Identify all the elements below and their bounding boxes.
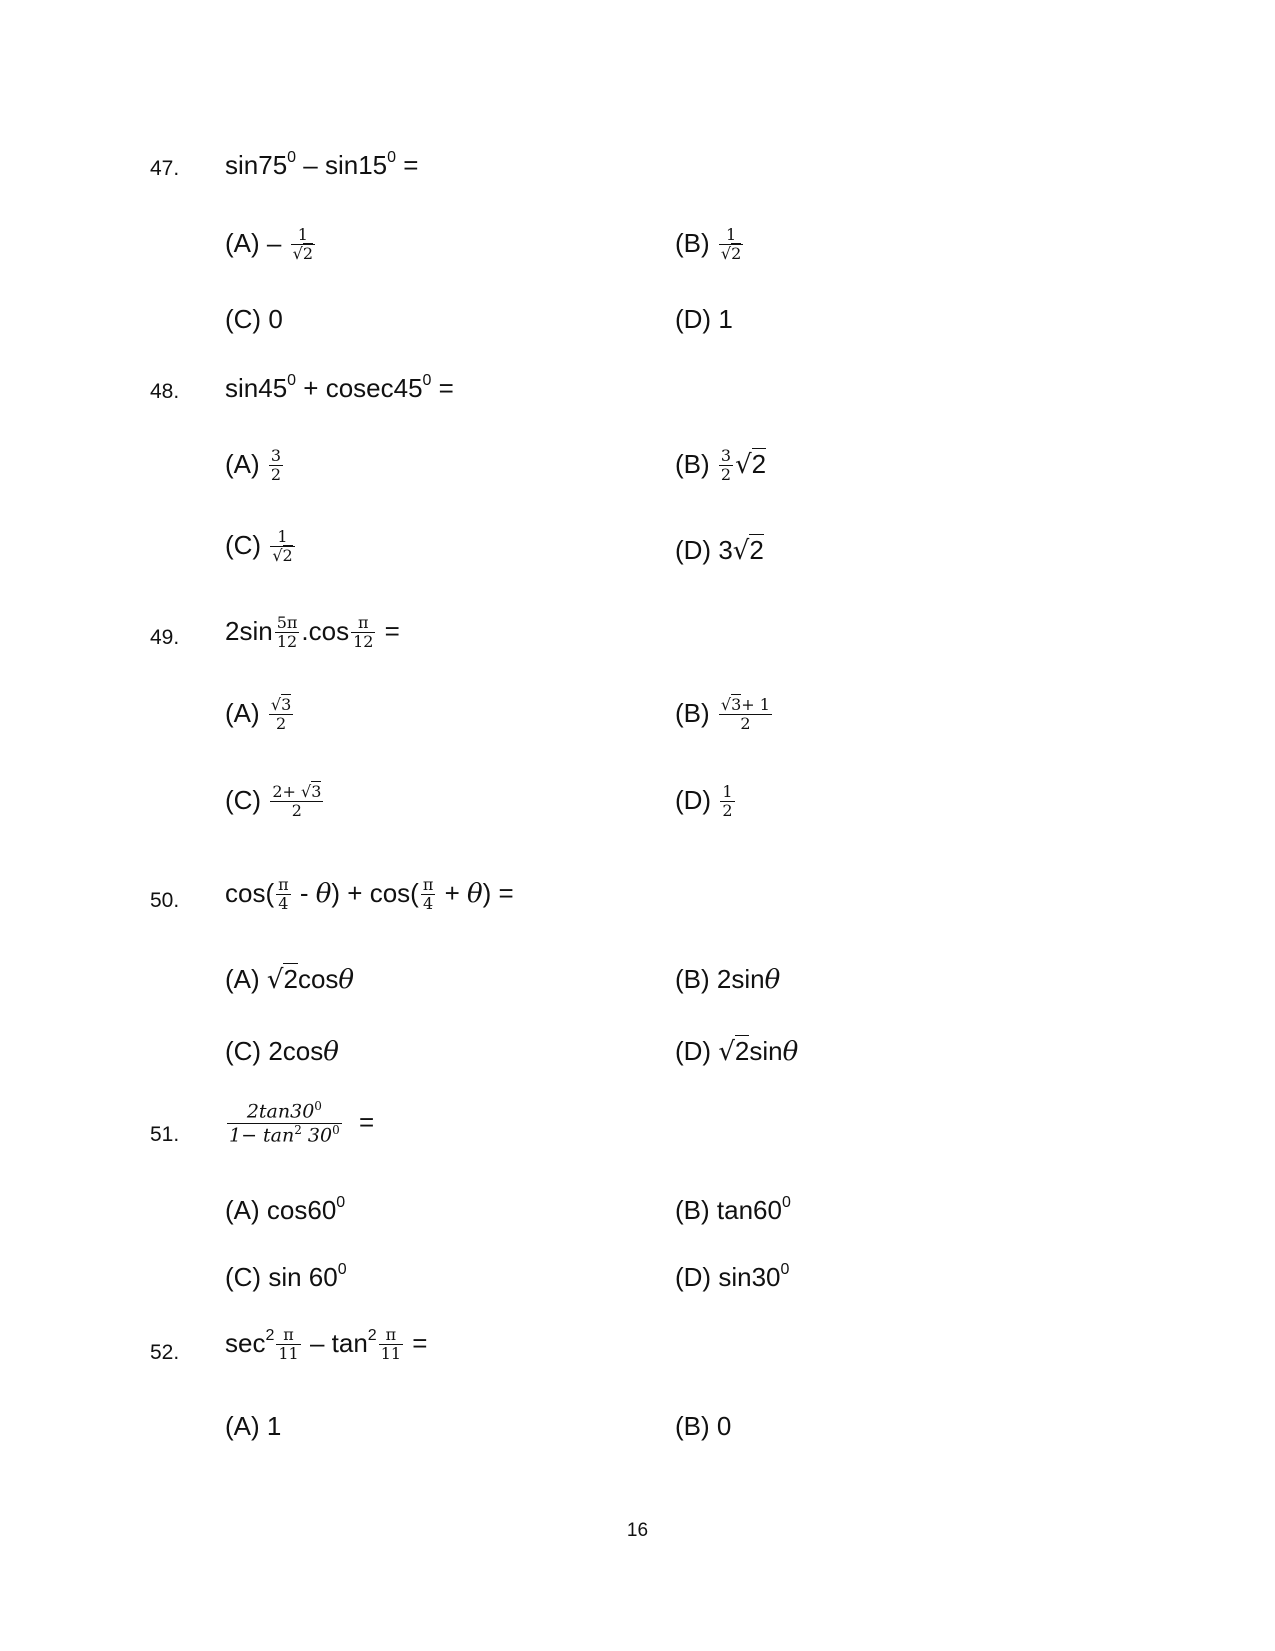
option-c[interactable]: (C) $\frac{1}{√2}$ (225, 527, 293, 566)
option-a[interactable]: (A) $\cos 60^0$ (225, 1194, 346, 1225)
question-number: 50. (150, 889, 180, 912)
fraction: $\frac{1}{√2}$ (292, 225, 313, 264)
option-d[interactable]: (D) 1 (675, 304, 733, 334)
option-d[interactable]: (D) $\frac{1}{2}$ (675, 782, 733, 821)
question-stem: $\frac{2\tan 30^0}{1- \tan^2 30^0}$ = (229, 1099, 375, 1147)
page-number: 16 (626, 1520, 649, 1541)
option-b[interactable]: (B) $\frac{1}{√2}$ (675, 225, 742, 264)
question-number: 51. (150, 1123, 180, 1146)
option-c[interactable]: (C) $\sin 60^0$ (225, 1261, 347, 1292)
fraction: $\frac{2\tan 30^0}{1- \tan^2 30^0}$ (229, 1099, 340, 1147)
fraction: $\frac{\pi}{4}$ (278, 875, 289, 914)
fraction: $\frac{3}{2}$ (720, 446, 732, 485)
option-a[interactable]: (A) – $\frac{1}{√2}$ (225, 225, 313, 264)
question-number: 52. (150, 1341, 180, 1364)
option-a[interactable]: (A) $\frac{3}{2}$ (225, 446, 282, 485)
fraction: $\frac{\pi}{12}$ (353, 613, 374, 652)
option-a[interactable]: (A) $\frac{√3}{2}$ (225, 695, 292, 734)
fraction: $\frac{5\pi}{12}$ (276, 613, 298, 652)
fraction: $\frac{√3}{2}$ (270, 695, 292, 734)
question-stem: $\sin 45^0 + cosec45^0$ = (225, 372, 454, 403)
fraction: $\frac{3}{2}$ (270, 446, 282, 485)
option-c[interactable]: (C) 2cosθ (225, 1036, 339, 1067)
question-number: 49. (150, 626, 180, 649)
fraction: $\frac{1}{2}$ (722, 782, 733, 821)
option-b[interactable]: (B) $\tan 60^0$ (675, 1194, 791, 1225)
question-stem: $\sin 75^0 - \sin 15^0$ = (225, 149, 419, 180)
question-stem: $\sec^2$ $\frac{\pi}{11}$ – $\tan^2$ $\frac{\pi}{11}$ = (225, 1325, 428, 1364)
option-b[interactable]: (B) 2sinθ (675, 964, 781, 995)
question-stem: cos( $\frac{\pi}{4}$ - θ) + cos( $\frac{\pi}{4}$ + θ) = (225, 875, 514, 914)
fraction: $\frac{\pi}{4}$ (422, 875, 434, 914)
option-d[interactable]: (D) $\sin 30^0$ (675, 1261, 790, 1292)
fraction: $\frac{1}{√2}$ (720, 225, 742, 264)
question-number: 47. (150, 157, 180, 180)
option-b[interactable]: (B) $\frac{3}{2}$ √2 (675, 446, 767, 485)
fraction: $\frac{\pi}{11}$ (278, 1325, 299, 1364)
option-a[interactable]: (A) 1 (225, 1411, 282, 1441)
question-number: 48. (150, 380, 180, 403)
fraction: $\frac{√3+ 1}{2}$ (720, 695, 770, 734)
option-b[interactable]: (B) 0 (675, 1411, 732, 1441)
option-c[interactable]: (C) $\frac{2+ √3}{2}$ (225, 782, 322, 821)
option-d[interactable]: (D) √2sinθ (675, 1036, 799, 1067)
question-stem: 2sin $\frac{5\pi}{12}$ .cos $\frac{\pi}{12}$ = (225, 613, 400, 652)
fraction: $\frac{\pi}{11}$ (380, 1325, 402, 1364)
option-a[interactable]: (A) √2cosθ (225, 964, 355, 995)
fraction: $\frac{2+ √3}{2}$ (272, 782, 322, 821)
fraction: $\frac{1}{√2}$ (272, 527, 293, 566)
option-d[interactable]: (D) 3√2 (675, 535, 764, 566)
option-c[interactable]: (C) 0 (225, 304, 283, 334)
option-b[interactable]: (B) $\frac{√3+ 1}{2}$ (675, 695, 770, 734)
